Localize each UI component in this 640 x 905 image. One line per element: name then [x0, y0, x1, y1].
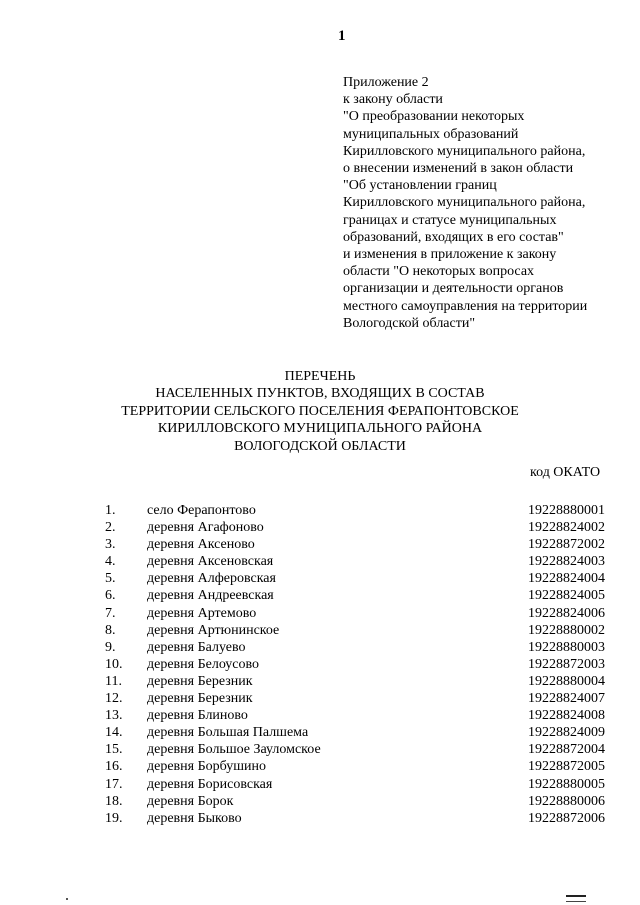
settlement-code: 19228872004 [528, 742, 605, 758]
settlement-code: 19228880006 [528, 793, 605, 809]
appendix-line: Кирилловского муниципального района, [343, 143, 586, 159]
settlement-row [105, 605, 605, 622]
settlement-num: 19. [105, 810, 123, 826]
settlement-num: 3. [105, 537, 116, 553]
settlement-list [105, 502, 605, 827]
settlement-num: 10. [105, 656, 123, 672]
settlement-code: 19228880005 [528, 776, 605, 792]
settlement-name: деревня Алферовская [147, 571, 276, 587]
settlement-name: деревня Березник [147, 673, 253, 689]
appendix-header [343, 74, 587, 332]
settlement-row [105, 553, 605, 570]
settlement-code: 19228824008 [528, 708, 605, 724]
settlement-row [105, 673, 605, 690]
settlement-row [105, 570, 605, 587]
settlement-num: 6. [105, 588, 116, 604]
document-title [60, 368, 580, 455]
settlement-name: деревня Андреевская [147, 588, 274, 604]
settlement-name: деревня Аксеново [147, 537, 255, 553]
settlement-code: 19228872002 [528, 537, 605, 553]
settlement-name: деревня Быково [147, 810, 242, 826]
settlement-code: 19228880001 [528, 503, 605, 518]
settlement-code: 19228880003 [528, 639, 605, 655]
title-line: ПЕРЕЧЕНЬ [284, 369, 356, 384]
appendix-line: "Об установлении границ [343, 178, 497, 194]
settlement-name: деревня Блиново [147, 708, 248, 724]
appendix-line: организации и деятельности органов [343, 281, 564, 297]
settlement-num: 4. [105, 554, 116, 570]
settlement-row [105, 622, 605, 639]
settlement-num: 18. [105, 793, 123, 809]
settlement-code: 19228872006 [528, 810, 605, 826]
appendix-line: границах и статусе муниципальных [343, 212, 557, 228]
settlement-code: 19228880004 [528, 673, 605, 689]
scan-artifact [566, 895, 586, 902]
settlement-num: 8. [105, 622, 116, 638]
settlement-name: деревня Борисовская [147, 776, 273, 792]
settlement-name: деревня Артюнинское [147, 622, 280, 638]
title-line: ТЕРРИТОРИИ СЕЛЬСКОГО ПОСЕЛЕНИЯ ФЕРАПОНТОВСКОЕ [121, 403, 519, 419]
appendix-line: о внесении изменений в закон области [343, 161, 574, 177]
appendix-line: к закону области [343, 92, 443, 108]
settlement-name: деревня Большая Палшема [147, 725, 309, 741]
settlement-name: деревня Агафоново [147, 520, 264, 536]
appendix-line: местного самоуправления на территории [343, 298, 588, 314]
settlement-row [105, 741, 605, 758]
settlement-num: 1. [105, 503, 116, 518]
settlement-name: деревня Артемово [147, 605, 257, 621]
settlement-name: деревня Аксеновская [147, 554, 274, 570]
settlement-code: 19228824005 [528, 588, 605, 604]
settlement-row [105, 502, 605, 519]
settlement-num: 7. [105, 605, 116, 621]
settlement-row [105, 776, 605, 793]
settlement-code: 19228824009 [528, 725, 605, 741]
settlement-row [105, 656, 605, 673]
settlement-num: 12. [105, 691, 123, 707]
settlement-row [105, 536, 605, 553]
settlement-code: 19228880002 [528, 622, 605, 638]
appendix-line: области "О некоторых вопросах [343, 264, 535, 280]
appendix-line: образований, входящих в его состав" [343, 229, 564, 245]
settlement-name: село Ферапонтово [147, 503, 256, 518]
appendix-line: и изменения в приложение к закону [343, 247, 557, 263]
settlement-num: 13. [105, 708, 123, 724]
settlement-row [105, 724, 605, 741]
settlement-num: 9. [105, 639, 116, 655]
title-line: КИРИЛЛОВСКОГО МУНИЦИПАЛЬНОГО РАЙОНА [157, 421, 483, 437]
settlement-name: деревня Березник [147, 691, 253, 707]
title-line: ВОЛОГОДСКОЙ ОБЛАСТИ [234, 438, 406, 454]
appendix-line: Вологодской области" [343, 315, 476, 331]
settlement-num: 16. [105, 759, 123, 775]
settlement-code: 19228824006 [528, 605, 605, 621]
settlement-num: 15. [105, 742, 123, 758]
settlement-code: 19228872005 [528, 759, 605, 775]
settlement-code: 19228824002 [528, 520, 605, 536]
settlement-name: деревня Большое Зауломское [147, 742, 321, 758]
settlement-name: деревня Борбушино [147, 759, 266, 775]
settlement-num: 11. [105, 673, 122, 689]
settlement-code: 19228824004 [528, 571, 605, 587]
settlement-code: 19228872003 [528, 656, 605, 672]
settlement-num: 2. [105, 520, 116, 536]
appendix-line: Кирилловского муниципального района, [343, 195, 586, 211]
settlement-row [105, 707, 605, 724]
appendix-line: "О преобразовании некоторых [343, 109, 525, 125]
settlement-row [105, 810, 605, 827]
title-line: НАСЕЛЕННЫХ ПУНКТОВ, ВХОДЯЩИХ В СОСТАВ [155, 386, 485, 402]
okato-column-label: код ОКАТО [530, 465, 601, 480]
settlement-row [105, 793, 605, 810]
settlement-row [105, 690, 605, 707]
settlement-name: деревня Белоусово [147, 656, 260, 672]
settlement-num: 5. [105, 571, 116, 587]
settlement-row [105, 587, 605, 604]
settlement-row [105, 758, 605, 775]
settlement-row [105, 639, 605, 656]
settlement-code: 19228824003 [528, 554, 605, 570]
settlement-row [105, 519, 605, 536]
page-number: 1 [338, 28, 346, 44]
appendix-line: муниципальных образований [343, 126, 519, 142]
settlement-name: деревня Балуево [147, 639, 246, 655]
settlement-num: 14. [105, 725, 123, 741]
settlement-num: 17. [105, 776, 123, 792]
settlement-code: 19228824007 [528, 691, 605, 707]
settlement-name: деревня Борок [147, 793, 234, 809]
scan-artifact [66, 898, 68, 900]
appendix-line: Приложение 2 [343, 75, 429, 90]
